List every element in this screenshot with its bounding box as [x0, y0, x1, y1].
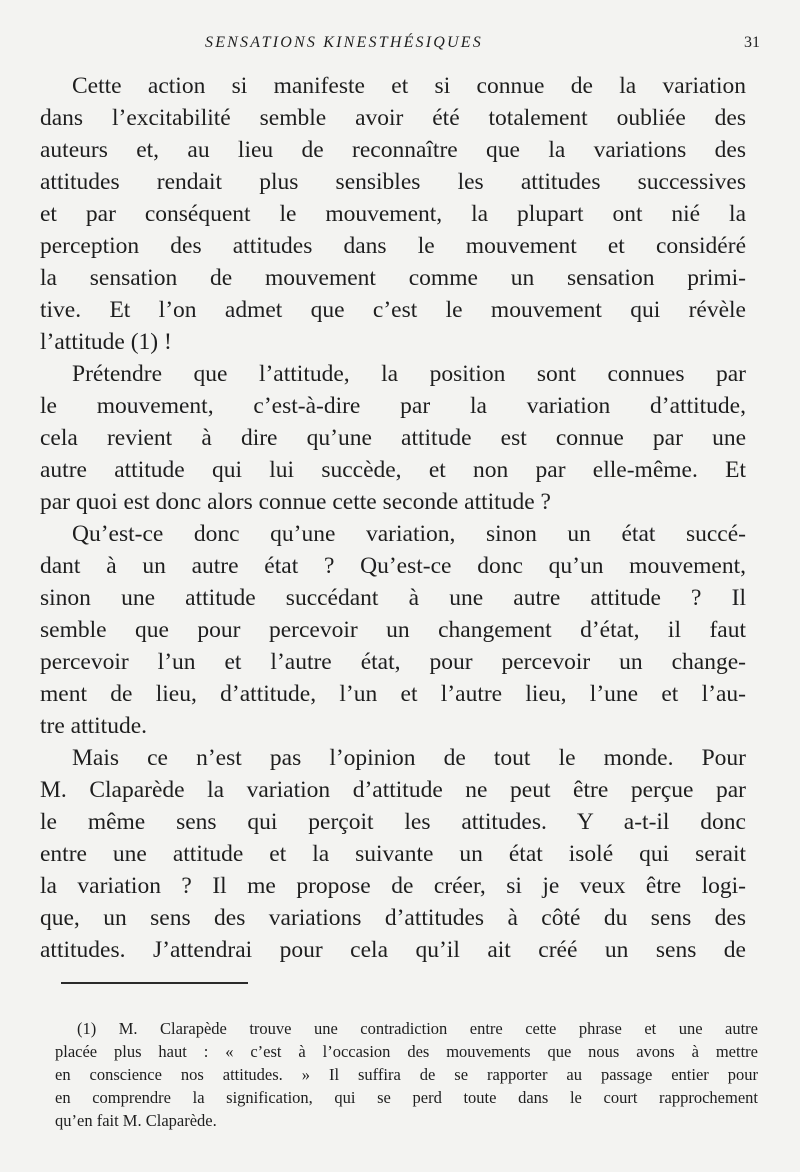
text-line: tive. Et l’on admet que c’est le mouvement qui révèle	[40, 297, 746, 323]
page-number: 31	[744, 34, 760, 51]
text-line: semble que pour percevoir un changement d’état, il faut	[40, 617, 746, 643]
text-line: ment de lieu, d’attitude, l’un et l’autre lieu, l’une et l’au-	[40, 681, 746, 707]
page-header	[0, 34, 800, 58]
text-line: et par conséquent le mouvement, la plupart ont nié la	[40, 201, 746, 227]
text-line: dans l’excitabilité semble avoir été totalement oubliée des	[40, 105, 746, 131]
text-line: autre attitude qui lui succède, et non par elle-même. Et	[40, 457, 746, 483]
text-line: Mais ce n’est pas l’opinion de tout le monde. Pour	[72, 745, 746, 771]
text-line: par quoi est donc alors connue cette seconde attitude ?	[40, 489, 551, 515]
text-line: attitudes rendait plus sensibles les attitudes successives	[40, 169, 746, 195]
footnote-line: placée plus haut : « c’est à l’occasion des mouvements que nous avons à mettre	[55, 1042, 758, 1061]
text-line: Prétendre que l’attitude, la position sont connues par	[72, 361, 746, 387]
text-line: cela revient à dire qu’une attitude est connue par une	[40, 425, 746, 451]
text-line: le même sens qui perçoit les attitudes. Y a-t-il donc	[40, 809, 746, 835]
text-line: attitudes. J’attendrai pour cela qu’il ait créé un sens de	[40, 937, 746, 963]
text-line: la sensation de mouvement comme un sensation primi-	[40, 265, 746, 291]
footnote-line: en comprendre la signification, qui se perd toute dans le court rapprochement	[55, 1088, 758, 1107]
running-title: SENSATIONS KINESTHÉSIQUES	[205, 34, 483, 51]
text-line: l’attitude (1) !	[40, 329, 172, 355]
footnote-line: en conscience nos attitudes. » Il suffira de se rapporter au passage entier pour	[55, 1065, 758, 1084]
footnote	[55, 1017, 758, 1132]
text-line: Qu’est-ce donc qu’une variation, sinon un état succé-	[72, 521, 746, 547]
text-line: percevoir l’un et l’autre état, pour percevoir un change-	[40, 649, 746, 675]
text-line: auteurs et, au lieu de reconnaître que la variations des	[40, 137, 746, 163]
text-line: tre attitude.	[40, 713, 148, 739]
footnote-line: qu’en fait M. Claparède.	[55, 1111, 217, 1130]
text-line: sinon une attitude succédant à une autre attitude ? Il	[40, 585, 746, 611]
text-line: la variation ? Il me propose de créer, si je veux être logi-	[40, 873, 746, 899]
text-line: le mouvement, c’est-à-dire par la variation d’attitude,	[40, 393, 746, 419]
text-line: M. Claparède la variation d’attitude ne peut être perçue par	[40, 777, 746, 803]
text-line: dant à un autre état ? Qu’est-ce donc qu’un mouvement,	[40, 553, 746, 579]
main-text	[40, 70, 746, 966]
text-line: entre une attitude et la suivante un état isolé qui serait	[40, 841, 746, 867]
footnote-divider	[61, 982, 248, 984]
text-line: que, un sens des variations d’attitudes à côté du sens des	[40, 905, 746, 931]
footnote-line: (1) M. Clarapède trouve une contradiction entre cette phrase et une autre	[77, 1019, 758, 1038]
text-line: Cette action si manifeste et si connue de la variation	[72, 73, 746, 99]
text-line: perception des attitudes dans le mouvement et considéré	[40, 233, 746, 259]
